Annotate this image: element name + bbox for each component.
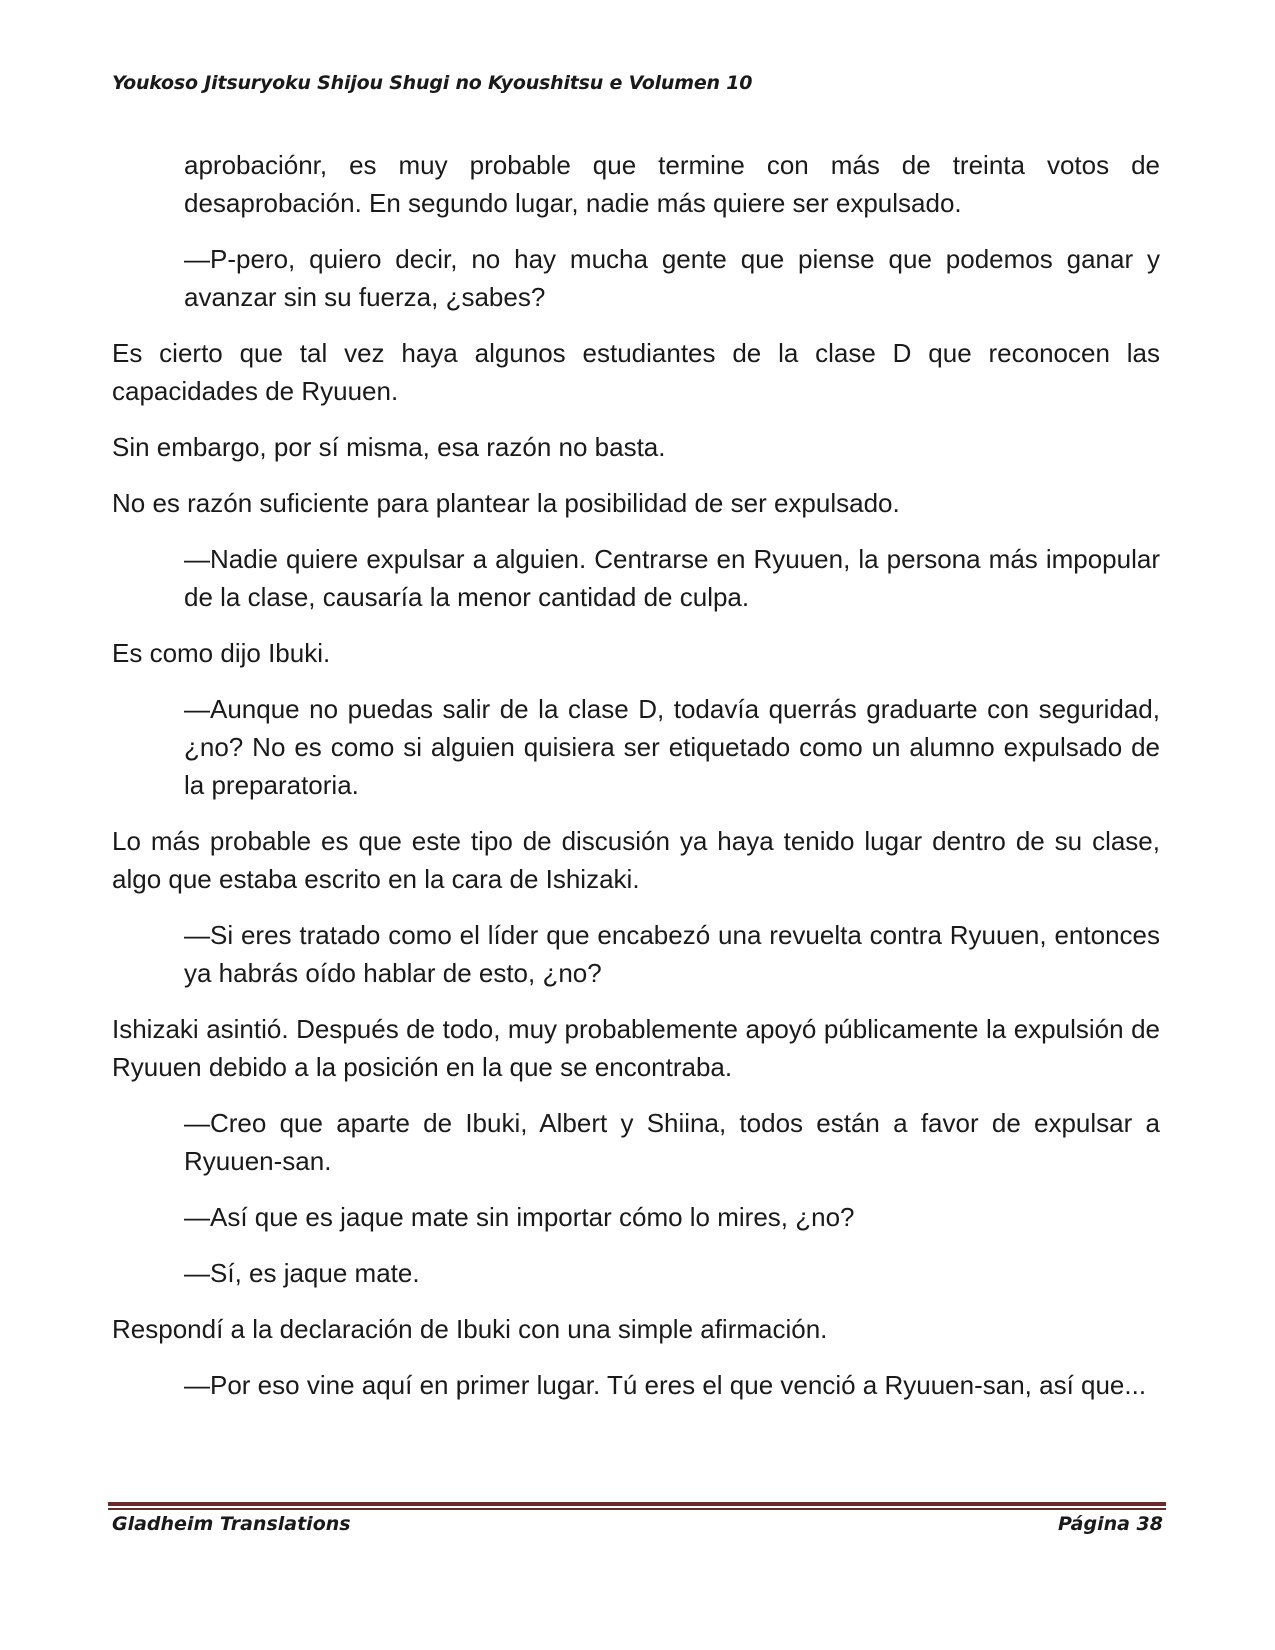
footer-divider-thick (108, 1502, 1166, 1506)
paragraph-11: Ishizaki asintió. Después de todo, muy probablemente apoyó públicamente la expulsión de Ryuuen debido a la posición en la que se encontraba. (112, 1014, 1160, 1082)
running-header: Youkoso Jitsuryoku Shijou Shugi no Kyoushitsu e Volumen 10 (112, 72, 753, 94)
paragraph-13: —Así que es jaque mate sin importar cómo lo mires, ¿no? (184, 1202, 855, 1232)
paragraph-14: —Sí, es jaque mate. (184, 1258, 420, 1288)
page-number: Página 38 (1057, 1513, 1163, 1535)
paragraph-15: Respondí a la declaración de Ibuki con una simple afirmación. (112, 1314, 828, 1344)
footer-credit: Gladheim Translations (112, 1513, 351, 1535)
paragraph-7: Es como dijo Ibuki. (112, 638, 331, 668)
paragraph-2: —P-pero, quiero decir, no hay mucha gente que piense que podemos ganar y avanzar sin su fuerza, ¿sabes? (184, 244, 1160, 312)
paragraph-5: No es razón suficiente para plantear la posibilidad de ser expulsado. (112, 488, 900, 518)
paragraph-10: —Si eres tratado como el líder que encabezó una revuelta contra Ryuuen, entonces ya habrás oído hablar de esto, ¿no? (184, 920, 1160, 988)
paragraph-9: Lo más probable es que este tipo de discusión ya haya tenido lugar dentro de su clase, algo que estaba escrito en la cara de Ishizaki. (112, 826, 1160, 894)
page-body (112, 146, 1160, 1422)
paragraph-1: aprobaciónr, es muy probable que termine con más de treinta votos de desaprobación. En segundo lugar, nadie más quiere ser expulsado. (184, 150, 1160, 218)
paragraph-3: Es cierto que tal vez haya algunos estudiantes de la clase D que reconocen las capacidades de Ryuuen. (112, 338, 1160, 406)
footer-divider (108, 1502, 1166, 1510)
paragraph-6: —Nadie quiere expulsar a alguien. Centrarse en Ryuuen, la persona más impopular de la clase, causaría la menor cantidad de culpa. (184, 544, 1160, 612)
paragraph-16: —Por eso vine aquí en primer lugar. Tú eres el que venció a Ryuuen-san, así que... (184, 1370, 1147, 1400)
footer-divider-thin (108, 1508, 1166, 1510)
paragraph-4: Sin embargo, por sí misma, esa razón no basta. (112, 432, 666, 462)
paragraph-8: —Aunque no puedas salir de la clase D, todavía querrás graduarte con seguridad, ¿no? No es como si alguien quisiera ser etiquetado como un alumno expulsado de la preparatoria. (184, 694, 1160, 800)
paragraph-12: —Creo que aparte de Ibuki, Albert y Shiina, todos están a favor de expulsar a Ryuuen-san. (184, 1108, 1160, 1176)
